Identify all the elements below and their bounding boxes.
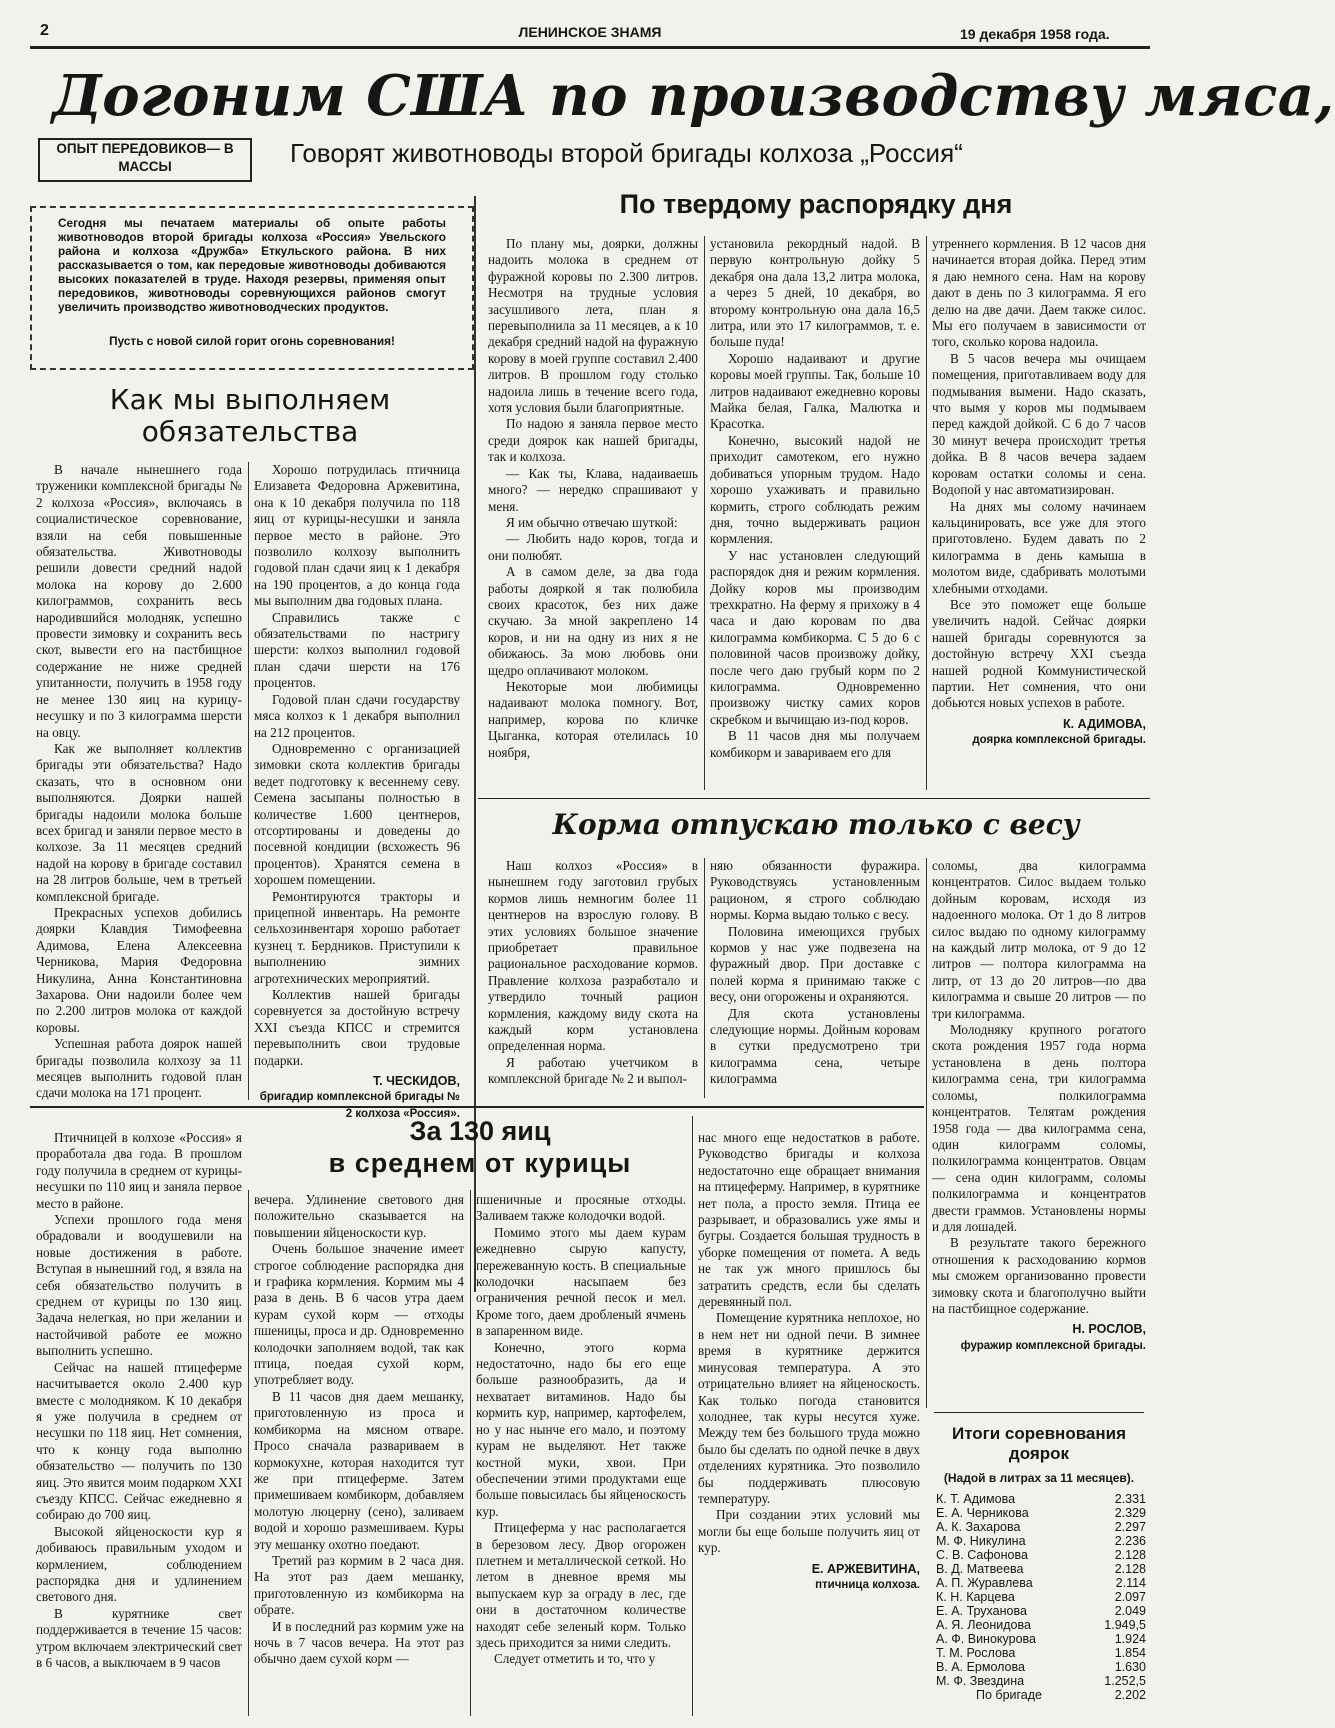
paragraph: Все это поможет еще больше увеличить надой. Сейчас доярки нашей бригады соревнуются за достойную встречу XXI съезда нашей родной Коммунистической партии. Нет сомнения, что они добьются новых успехов в работе.: [932, 596, 1146, 711]
article3-column-3: [932, 858, 1146, 1404]
intro-text: Сегодня мы печатаем материалы об опыте работы животноводов второй бригады колхоза «Россия» Увельского района и колхоза «Дружба» Еткульского района. В них рассказывается о том, как передовые животноводы добиваются высоких показателей в труде. Находя резервы, применяя опыт передовиков, животноводы соревнующихся районов смогут увеличить производство животноводческих продуктов.: [58, 216, 446, 314]
paragraph: установила рекордный надой. В первую контрольную дойку 5 декабря она дала 13,2 литра молока, а через 5 дней, 10 декабря, во второму контрольную она дала 16,5 литра, или это 17 килограммов, т. е. больше пуда!: [710, 236, 920, 350]
paragraph: Хорошо надаивают и другие коровы моей группы. Так, больше 10 литров надаивают ежедневно коровы Майка белая, Галка, Малютка и Красотка.: [710, 350, 920, 432]
paragraph: Прекрасных успехов добились доярки Клавдия Тимофеевна Адимова, Елена Алексеевна Черникова, Мария Федоровна Никулина, Анна Константиновна Захарова. Они надоили более чем по 2.200 литров молока от каждой коровы.: [36, 904, 242, 1035]
paragraph: В результате такого бережного отношения к расходованию кормов мы сможем организованно провести зимовку скота и благополучно выйти на пастбищное содержание.: [932, 1235, 1146, 1316]
paragraph: Ремонтируются тракторы и прицепной инвентарь. На ремонте сельхозинвентаря хорошо работает кузнец т. Бердников. Приступили к выполнению зимних агротехнических мероприятий.: [254, 888, 460, 986]
article1-title: Как мы выполняем обязательства: [109, 383, 391, 448]
paragraph: По надою я заняла первое место среди доярок как нашей бригады, так и колхоза.: [488, 416, 698, 465]
paragraph: В курятнике свет поддерживается в течение 15 часов: утром включаем электрический свет в 6 часов, а выключаем в 9 часов: [36, 1605, 242, 1670]
paragraph: И в последний раз кормим уже на ночь в 7 часов вечера. На этот раз обычно даем сухой корм —: [254, 1618, 464, 1667]
article4-column-1: [36, 1130, 242, 1716]
results-name: К. Н. Карцева: [936, 1590, 1015, 1604]
article3-signature: Н. РОСЛОВ,: [1072, 1322, 1146, 1337]
section-rule: [30, 1106, 924, 1108]
paragraph: Успешная работа доярок нашей бригады позволила колхозу за 11 месяцев выполнить годовой план сдачи молока на 171 процент.: [36, 1036, 242, 1101]
paragraph: Половина имеющихся грубых кормов у нас уже подвезена на фуражный двор. При доставке с полей корма я принимаю также с весу, они огорожены и охраняются.: [710, 923, 920, 1005]
results-name: А. П. Журавлева: [936, 1576, 1033, 1590]
paragraph: На днях мы солому начинаем кальцинировать, все уже для этого приготовлено. Будем давать по 2 килограмма в день камыша в молотом виде, сдабривать молотыми хлебными отходами.: [932, 498, 1146, 596]
article2-signature-role: доярка комплексной бригады.: [972, 734, 1146, 747]
results-title-line2: доярок: [1008, 1444, 1070, 1463]
paragraph: Годовой план сдачи государству мяса колхоз к 1 декабря выполнил на 212 процентов.: [254, 691, 460, 740]
paragraph: Птичницей в колхозе «Россия» я проработала два года. В прошлом году получила в среднем от курицы-несушки по 110 яиц и заняла первое место в районе.: [36, 1130, 242, 1211]
results-row: [936, 1506, 1146, 1520]
page-number: 2: [40, 22, 49, 39]
paragraph: Конечно, этого корма недостаточно, надо бы его еще больше разнообразить, да и нехватает витаминов. Надо бы кормить кур, например, картофелем, но у нас нынче его мало, и поэтому курам не выделяют. Нет также костной муки, хвои. При обеспечении этими продуктами еще больше повысилась бы яйценоскость кур.: [476, 1339, 686, 1519]
main-headline: Догоним США по производству мяса,: [52, 63, 1335, 129]
paragraph: Молодняку крупного рогатого скота рождения 1957 года норма установлена в день полтора килограмма сена, три килограмма соломы, полкилограмма концентратов. Телятам рождения 1958 года — два килограмма сена, один килограмм соломы, полкилограмма концентратов. Овцам — сена один килограмм, соломы полкилограмма и концентратов двести граммов. Установлены нормы и для лошадей.: [932, 1022, 1146, 1234]
paragraph: Сейчас на нашей птицеферме насчитывается около 2.400 кур вместе с молодняком. К 10 декабря я уже получила в среднем от несушки по 118 яиц. Нет сомнения, что к концу года выполню обязательство — получить по 130 яиц. Это явится моим подарком XXI съезду КПСС. Сейчас ежедневно я собираю до 700 яиц.: [36, 1359, 242, 1523]
column-rule: [248, 1190, 249, 1716]
article1-signature-role: бригадир комплексной бригады № 2 колхоза «Россия».: [259, 1091, 460, 1120]
column-rule: [248, 462, 249, 1100]
paragraph: Для скота установлены следующие нормы. Дойным коровам в сутки предусмотрено три килограмма сена, четыре килограмма: [710, 1005, 920, 1087]
results-title-line1: Итоги соревнования: [951, 1424, 1127, 1443]
results-subtitle: (Надой в литрах за 11 месяцев).: [943, 1471, 1135, 1485]
paragraph: Одновременно с организацией зимовки скота коллектив бригады ведет подготовку к весеннему севу. Семена засыпаны полностью в количестве 1.600 центнеров, отсортированы и доведены до посевной кондиции (всхожесть 96 процентов). Хранятся семена в хорошем помещении.: [254, 740, 460, 888]
header-rule: [30, 46, 1150, 49]
results-name: А. К. Захарова: [936, 1520, 1021, 1534]
results-value: 1.949,5: [1104, 1618, 1146, 1632]
rubric-box: ОПЫТ ПЕРЕДОВИКОВ— В МАССЫ: [38, 138, 252, 182]
article4-title-line1: За 130 яиц: [409, 1116, 551, 1146]
paragraph: Коллектив нашей бригады соревнуется за достойную встречу XXI съезда КПСС и стремится перевыполнить свои трудовые подарки.: [254, 987, 460, 1068]
results-name: Т. М. Рослова: [936, 1646, 1016, 1660]
paragraph: соломы, два килограмма концентратов. Силос выдаем только дойным коровам, исходя из надоенного молока. От 1 до 8 литров силос выдаю по одному килограмму на каждый литр молока, от 9 до 12 литров — полтора килограмма на литр, от 13 до 20 литров—по два килограмма и свыше 20 литров — по три килограмма.: [932, 858, 1146, 1021]
results-row: [936, 1646, 1146, 1660]
results-row: [936, 1674, 1146, 1688]
results-row: [936, 1548, 1146, 1562]
results-row: [936, 1562, 1146, 1576]
paragraph: В 5 часов вечера мы очищаем помещения, приготавливаем воду для подмывания вымени. Надо сказать, что вымя у коров мы подмываем перед каждой дойкой. С 6 до 7 часов 30 минут вечера происходит третья дойка. В 8 часов вечера задаем коровам остатки соломы и сена. Водопой у нас автоматизирован.: [932, 350, 1146, 498]
paragraph: У нас установлен следующий распорядок дня и режим кормления. Дойку коров мы производим трехкратно. На ферму я прихожу в 4 часа и даю коровам по два килограмма комбикорма. С 5 до 6 с половиной часов произвожу дойку, после чего даю грубый корм по 2 килограмма. Одновременно произвожу чистку самих коров скребком и вычищаю из-под коров.: [710, 547, 920, 727]
paragraph: — Любить надо коров, тогда и они полюбят.: [488, 531, 698, 563]
results-row: [936, 1576, 1146, 1590]
results-name: К. Т. Адимова: [936, 1492, 1016, 1506]
paragraph: Я им обычно отвечаю шуткой:: [506, 514, 678, 530]
results-row: [936, 1590, 1146, 1604]
article4-column-3: [476, 1192, 686, 1716]
paragraph: Очень большое значение имеет строгое соблюдение распорядка дня и графика кормления. Кормим мы 4 раза в день. В 6 часов утра даем курам сухой корм — отходы пшеницы, проса и др. Одновременно колодочки заполняем водой, так как птица, поедая сухой корм, употребляет воду.: [254, 1241, 464, 1388]
results-value: 1.252,5: [1104, 1674, 1146, 1688]
paragraph: Хорошо потрудилась птичница Елизавета Федоровна Аржевитина, она к 10 декабря получила по 118 яиц от курицы-несушки и заняла первое место в районе. Это позволило колхозу выполнить годовой план сдачи яиц к 1 декабря на 190 процентов, а до конца года мы выполним два годовых плана.: [254, 462, 460, 609]
article2-column-1: [488, 236, 698, 790]
results-value: 2.128: [1114, 1562, 1146, 1576]
results-name: В. А. Ермолова: [936, 1660, 1025, 1674]
article4-title-line2: в среднем от курицы: [328, 1148, 632, 1178]
results-name: М. Ф. Звездина: [936, 1674, 1025, 1688]
results-table: [936, 1492, 1146, 1702]
paragraph: В начале нынешнего года труженики комплексной бригады № 2 колхоза «Россия», включаясь в социалистическое соревнование, взяли на себя повышенные обязательства. Животноводы решили довести средний надой молока на корову до 2.600 килограммов, сохранить весь народившийся молодняк, успешно провести зимовку и сохранить весь скот, вывести его на пастбищное содержание не ниже средней упитанности, получить в 1958 году не менее 130 яиц на курицу-несушку и по 3 килограмма шерсти на овцу.: [36, 462, 242, 740]
results-name: М. Ф. Никулина: [936, 1534, 1026, 1548]
results-row: [936, 1534, 1146, 1548]
article2-column-2: [710, 236, 920, 790]
paragraph: При создании этих условий мы могли бы еще больше получить яиц от кур.: [698, 1507, 920, 1556]
results-row: [936, 1618, 1146, 1632]
paragraph: По плану мы, доярки, должны надоить молока в среднем от фуражной коровы по 2.300 литров. Несмотря на трудные условия засушливого лета, план я перевыполнила за 11 месяцев, а к 10 декабря средний надой на фуражную корову в моей группе составил 2.400 литров. В прошлом году столько надоила лишь в течение всего года, хотя условия были благоприятные.: [488, 236, 698, 416]
paragraph: Следует отметить и то, что у: [494, 1651, 656, 1667]
section-rule: [478, 798, 1150, 799]
results-name: Е. А. Черникова: [936, 1506, 1029, 1520]
paragraph: Помимо этого мы даем курам ежедневно сырую капусту, пережеванную кость. В специальные колодочки насыпаем без ограничения речной песок и мел. Кроме того, даем дробленый ячмень в запаренном виде.: [476, 1224, 686, 1339]
column-rule: [926, 858, 927, 1408]
paragraph: няю обязанности фуражира. Руководствуясь установленным рационом, я строго соблюдаю нормы. Корма выдаю только с весу.: [710, 858, 920, 923]
paragraph: Наш колхоз «Россия» в нынешнем году заготовил грубых кормов лишь немногим более 11 центнеров на взрослую голову. В этих условиях большое значение приобретает правильное рациональное расходование кормов. Правление колхоза разработало и утвердило точный рацион кормления, каждому виду скота на каждый корм установлена определенная норма.: [488, 858, 698, 1054]
paragraph: Конечно, высокий надой не приходит самотеком, его нужно добиваться упорным трудом. Надо хорошо ухаживать и правильно кормить, строго соблюдать режим дня, точно выдерживать рацион кормления.: [710, 432, 920, 547]
results-value: 2.128: [1114, 1548, 1146, 1562]
paragraph: Третий раз кормим в 2 часа дня. На этот раз даем мешанку, приготовленную из комбикорма на обрате.: [254, 1552, 464, 1618]
results-row: [936, 1632, 1146, 1646]
subheadline: Говорят животноводы второй бригады колхоза „Россия“: [290, 138, 963, 168]
results-value: 2.297: [1114, 1520, 1146, 1534]
article3-column-1: [488, 858, 698, 1098]
results-name: Е. А. Труханова: [936, 1604, 1027, 1618]
article3-signature-role: фуражир комплексной бригады.: [960, 1339, 1146, 1352]
paragraph: В 11 часов дня мы получаем комбикорм и завариваем его для: [710, 728, 920, 760]
section-rule: [934, 1412, 1144, 1413]
paragraph: Успехи прошлого года меня обрадовали и воодушевили на новые достижения в работе. Вступая в нынешний год, я взяла на себя обязательство получить в среднем от курицы по 130 яиц. Задача нелегкая, но при желании и настойчивой работе ее можно выполнить успешно.: [36, 1212, 242, 1359]
column-rule: [704, 236, 705, 790]
paragraph: Некоторые мои любимицы надаивают молока помногу. Вот, например, корова по кличке Цыганка, которая отелилась 10 ноября,: [488, 678, 698, 760]
results-value: 1.630: [1114, 1660, 1146, 1674]
paragraph: утреннего кормления. В 12 часов дня начинается вторая дойка. Перед этим я даю немного сена. Нам на корову дают в день по 3 килограмма. Я его делю на две дачи. Даем также силос. Мы его получаем в зависимости от того, сколько корова надоила.: [932, 236, 1146, 350]
results-name: С. В. Сафонова: [936, 1548, 1028, 1562]
results-value: 2.331: [1114, 1492, 1146, 1506]
results-name: В. Д. Матвеева: [936, 1562, 1024, 1576]
paragraph: вечера. Удлинение светового дня положительно сказывается на повышении яйценоскости кур.: [254, 1192, 464, 1240]
paragraph: нас много еще недостатков в работе. Руководство бригады и колхоза недостаточно еще обращает внимания на птицеферму. Например, в курятнике нет пола, а просто земля. Птица ее разрывает, и образовались уже ямы и бугры. Создается большая трудность в уборке помещения от помета. А ведь не так уж много пришлось бы затратить средств, если бы сделать деревянный пол.: [698, 1130, 920, 1310]
results-value: 2.049: [1114, 1604, 1146, 1618]
article4-column-2: [254, 1192, 464, 1716]
article4-column-4: [698, 1130, 920, 1716]
column-rule: [470, 1190, 471, 1716]
results-value: 1.854: [1114, 1646, 1146, 1660]
article2-signature: К. АДИМОВА,: [1063, 716, 1146, 731]
article1-column-2: [254, 462, 460, 1120]
results-row: [936, 1520, 1146, 1534]
results-value: 2.236: [1114, 1534, 1146, 1548]
results-row: [936, 1492, 1146, 1506]
article2-column-3: [932, 236, 1146, 790]
paragraph: пшеничные и просяные отходы. Заливаем также колодочки водой.: [476, 1192, 686, 1224]
results-name: А. Я. Леонидова: [936, 1618, 1031, 1632]
results-value: 2.114: [1115, 1576, 1146, 1590]
paragraph: Птицеферма у нас располагается в березовом лесу. Двор огорожен плетнем и металлической сеткой. Но летом в дневное время мы выпускаем кур за ограду в лес, где они в достаточном количестве находят себе зеленый корм. Только здесь приходится за ними следить.: [476, 1520, 686, 1650]
results-row: [936, 1688, 1146, 1702]
results-row: [936, 1604, 1146, 1618]
article3-column-2: [710, 858, 920, 1098]
paragraph: Справились также с обязательствами по настригу шерсти: колхоз выполнил годовой план сдачи шерсти на 176 процентов.: [254, 609, 460, 691]
paragraph: Я работаю учетчиком в комплексной бригаде № 2 и выпол-: [488, 1054, 698, 1087]
article4-signature-role: птичница колхоза.: [815, 1578, 920, 1591]
newspaper-title: ЛЕНИНСКОЕ ЗНАМЯ: [518, 24, 662, 40]
column-rule: [704, 858, 705, 1098]
column-rule: [692, 1116, 693, 1716]
paragraph: — Как ты, Клава, надаиваешь много? — нередко спрашивают у меня.: [488, 465, 698, 514]
results-value: 2.097: [1114, 1590, 1146, 1604]
paragraph: Высокой яйценоскости кур я добиваюсь правильным уходом и кормлением, соблюдением распорядка дня и удлинением светового дня.: [36, 1523, 242, 1605]
intro-closing: Пусть с новой силой горит огонь соревнования!: [109, 334, 395, 348]
results-row: [936, 1660, 1146, 1674]
column-rule: [926, 236, 927, 790]
results-value: 2.202: [1114, 1688, 1146, 1702]
results-value: 2.329: [1114, 1506, 1146, 1520]
issue-date: 19 декабря 1958 года.: [960, 26, 1110, 42]
article2-title: По твердому распорядку дня: [619, 189, 1013, 219]
results-value: 1.924: [1114, 1632, 1146, 1646]
results-name: По бригаде: [976, 1688, 1042, 1702]
article1-signature: Т. ЧЕСКИДОВ,: [372, 1074, 460, 1089]
article1-column-1: [36, 462, 242, 1100]
paragraph: А в самом деле, за два года работы дояркой я так полюбила своих красоток, без них даже скучаю. За мной закреплено 14 коров, и ни на одну из них я не обижаюсь. За мою любовь они щедро оплачивают молоком.: [488, 564, 698, 678]
article4-signature: Е. АРЖЕВИТИНА,: [811, 1561, 920, 1576]
paragraph: Помещение курятника неплохое, но в нем нет ни одной печи. В зимнее время в курятнике держится минусовая температура. А это отрицательно влияет на яйценоскость. Как только погода становится холоднее, так куры несутся хуже. Между тем без большого труда можно было бы сделать по одной печке в двух отделениях курятника. Это позволило бы поддерживать плюсовую температуру.: [698, 1310, 920, 1506]
paragraph: В 11 часов дня даем мешанку, приготовленную из проса и комбикорма на мясном отваре. Просо сначала развариваем в кормокухне, которая находится тут же при птицеферме. Затем примешиваем комбикорм, добавляем молотую люцерну (сено), заливаем водой и хорошо размешиваем. Куры эту мешанку охотно поедают.: [254, 1388, 464, 1552]
paragraph: Как же выполняет коллектив бригады эти обязательства? Надо сказать, что в основном они выполняются. Доярки нашей бригады надоили молока больше всех бригад и заняли первое место в колхозе. За 11 месяцев средний надой на корову в бригаде составил на 28 литров больше, чем в третьей комплексной бригаде.: [36, 740, 242, 904]
article3-title: Корма отпускаю только с весу: [552, 808, 1080, 841]
results-name: А. Ф. Винокурова: [936, 1632, 1036, 1646]
